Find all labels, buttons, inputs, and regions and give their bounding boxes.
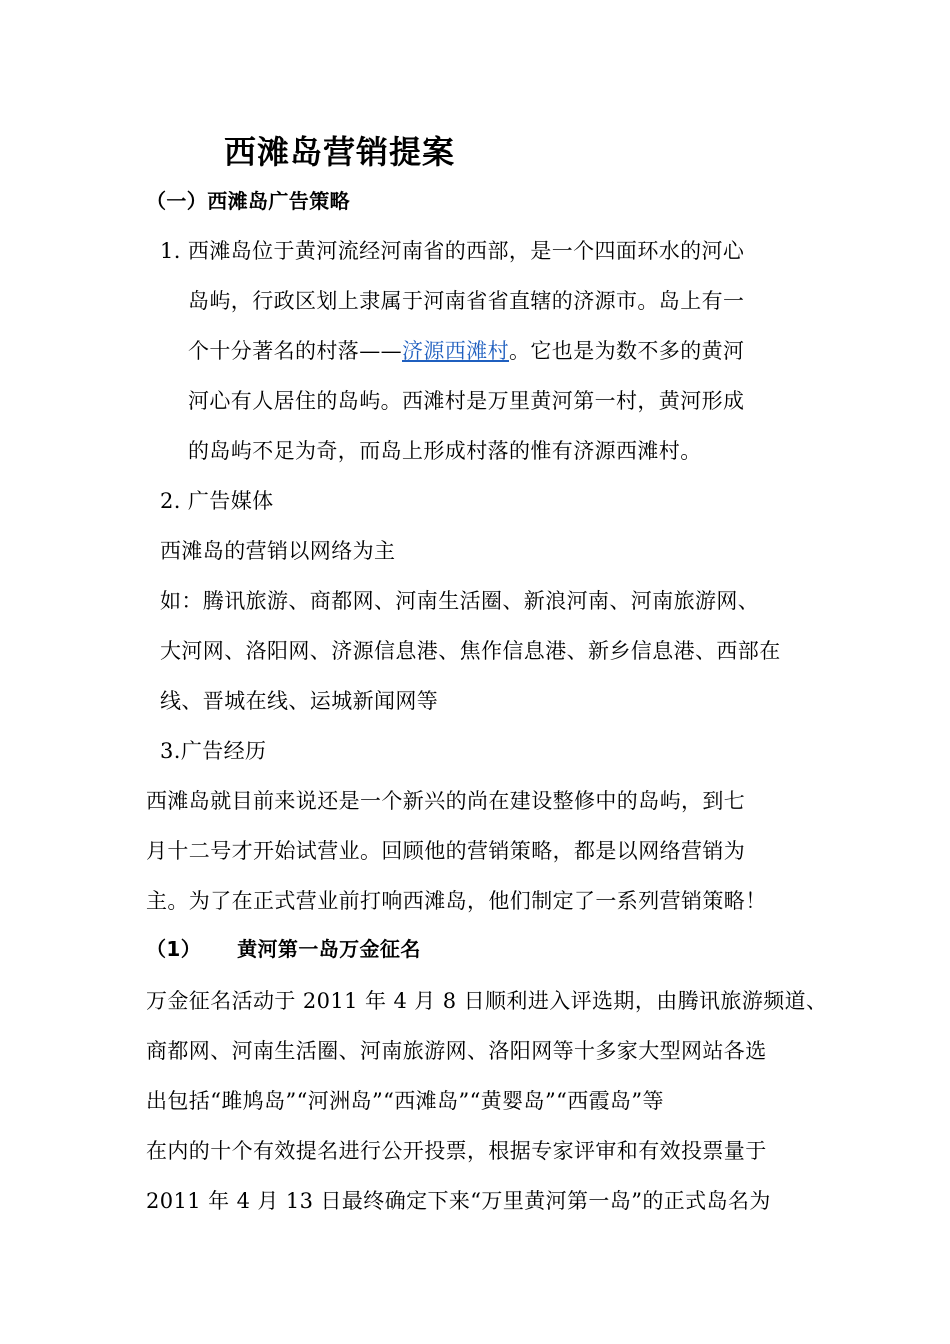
item1-line3-after: 。它也是为数不多的黄河 [509,339,745,363]
item2-heading: 2. 广告媒体 [160,489,274,513]
item3-line2: 月十二号才开始试营业。回顾他的营销策略，都是以网络营销为 [146,839,746,863]
item2-line2: 如：腾讯旅游、商都网、河南生活圈、新浪河南、河南旅游网、 [160,589,760,613]
item1-line2: 岛屿，行政区划上隶属于河南省省直辖的济源市。岛上有一 [188,289,745,313]
subsection-title: 黄河第一岛万金征名 [237,937,421,961]
item1-line3 [188,338,744,364]
section-heading: （一）西滩岛广告策略 [146,189,350,213]
item1-text-line1: 西滩岛位于黄河流经河南省的西部，是一个四面环水的河心 [187,239,745,263]
item1-line1 [160,238,744,264]
document-title: 西滩岛营销提案 [224,133,456,171]
subsection-line1: 万金征名活动于 2011 年 4 月 8 日顺利进入评选期，由腾讯旅游频道、 [146,989,828,1013]
item2-line3: 大河网、洛阳网、济源信息港、焦作信息港、新乡信息港、西部在 [160,639,781,663]
item1-line4: 河心有人居住的岛屿。西滩村是万里黄河第一村，黄河形成 [188,389,745,413]
subsection-line3: 出包括“雎鸠岛”“河洲岛”“西滩岛”“黄婴岛”“西霞岛”等 [146,1089,664,1113]
item2-line4: 线、晋城在线、运城新闻网等 [160,689,439,713]
subsection-heading [146,936,421,962]
item1-line5: 的岛屿不足为奇，而岛上形成村落的惟有济源西滩村。 [188,439,702,463]
subsection-line2: 商都网、河南生活圈、河南旅游网、洛阳网等十多家大型网站各选 [146,1039,767,1063]
item3-line1: 西滩岛就目前来说还是一个新兴的尚在建设整修中的岛屿，到七 [146,789,746,813]
item1-number: 1. [160,239,181,263]
xitan-village-link[interactable]: 济源西滩村 [402,339,509,363]
subsection-number: （1） [146,937,202,961]
item2-line1: 西滩岛的营销以网络为主 [160,539,396,563]
item1-line3-before: 个十分著名的村落—— [188,339,402,363]
subsection-line5: 2011 年 4 月 13 日最终确定下来“万里黄河第一岛”的正式岛名为 [146,1189,771,1213]
item3-heading: 3.广告经历 [160,739,267,763]
subsection-line4: 在内的十个有效提名进行公开投票，根据专家评审和有效投票量于 [146,1139,767,1163]
item3-line3: 主。为了在正式营业前打响西滩岛，他们制定了一系列营销策略！ [146,889,767,913]
